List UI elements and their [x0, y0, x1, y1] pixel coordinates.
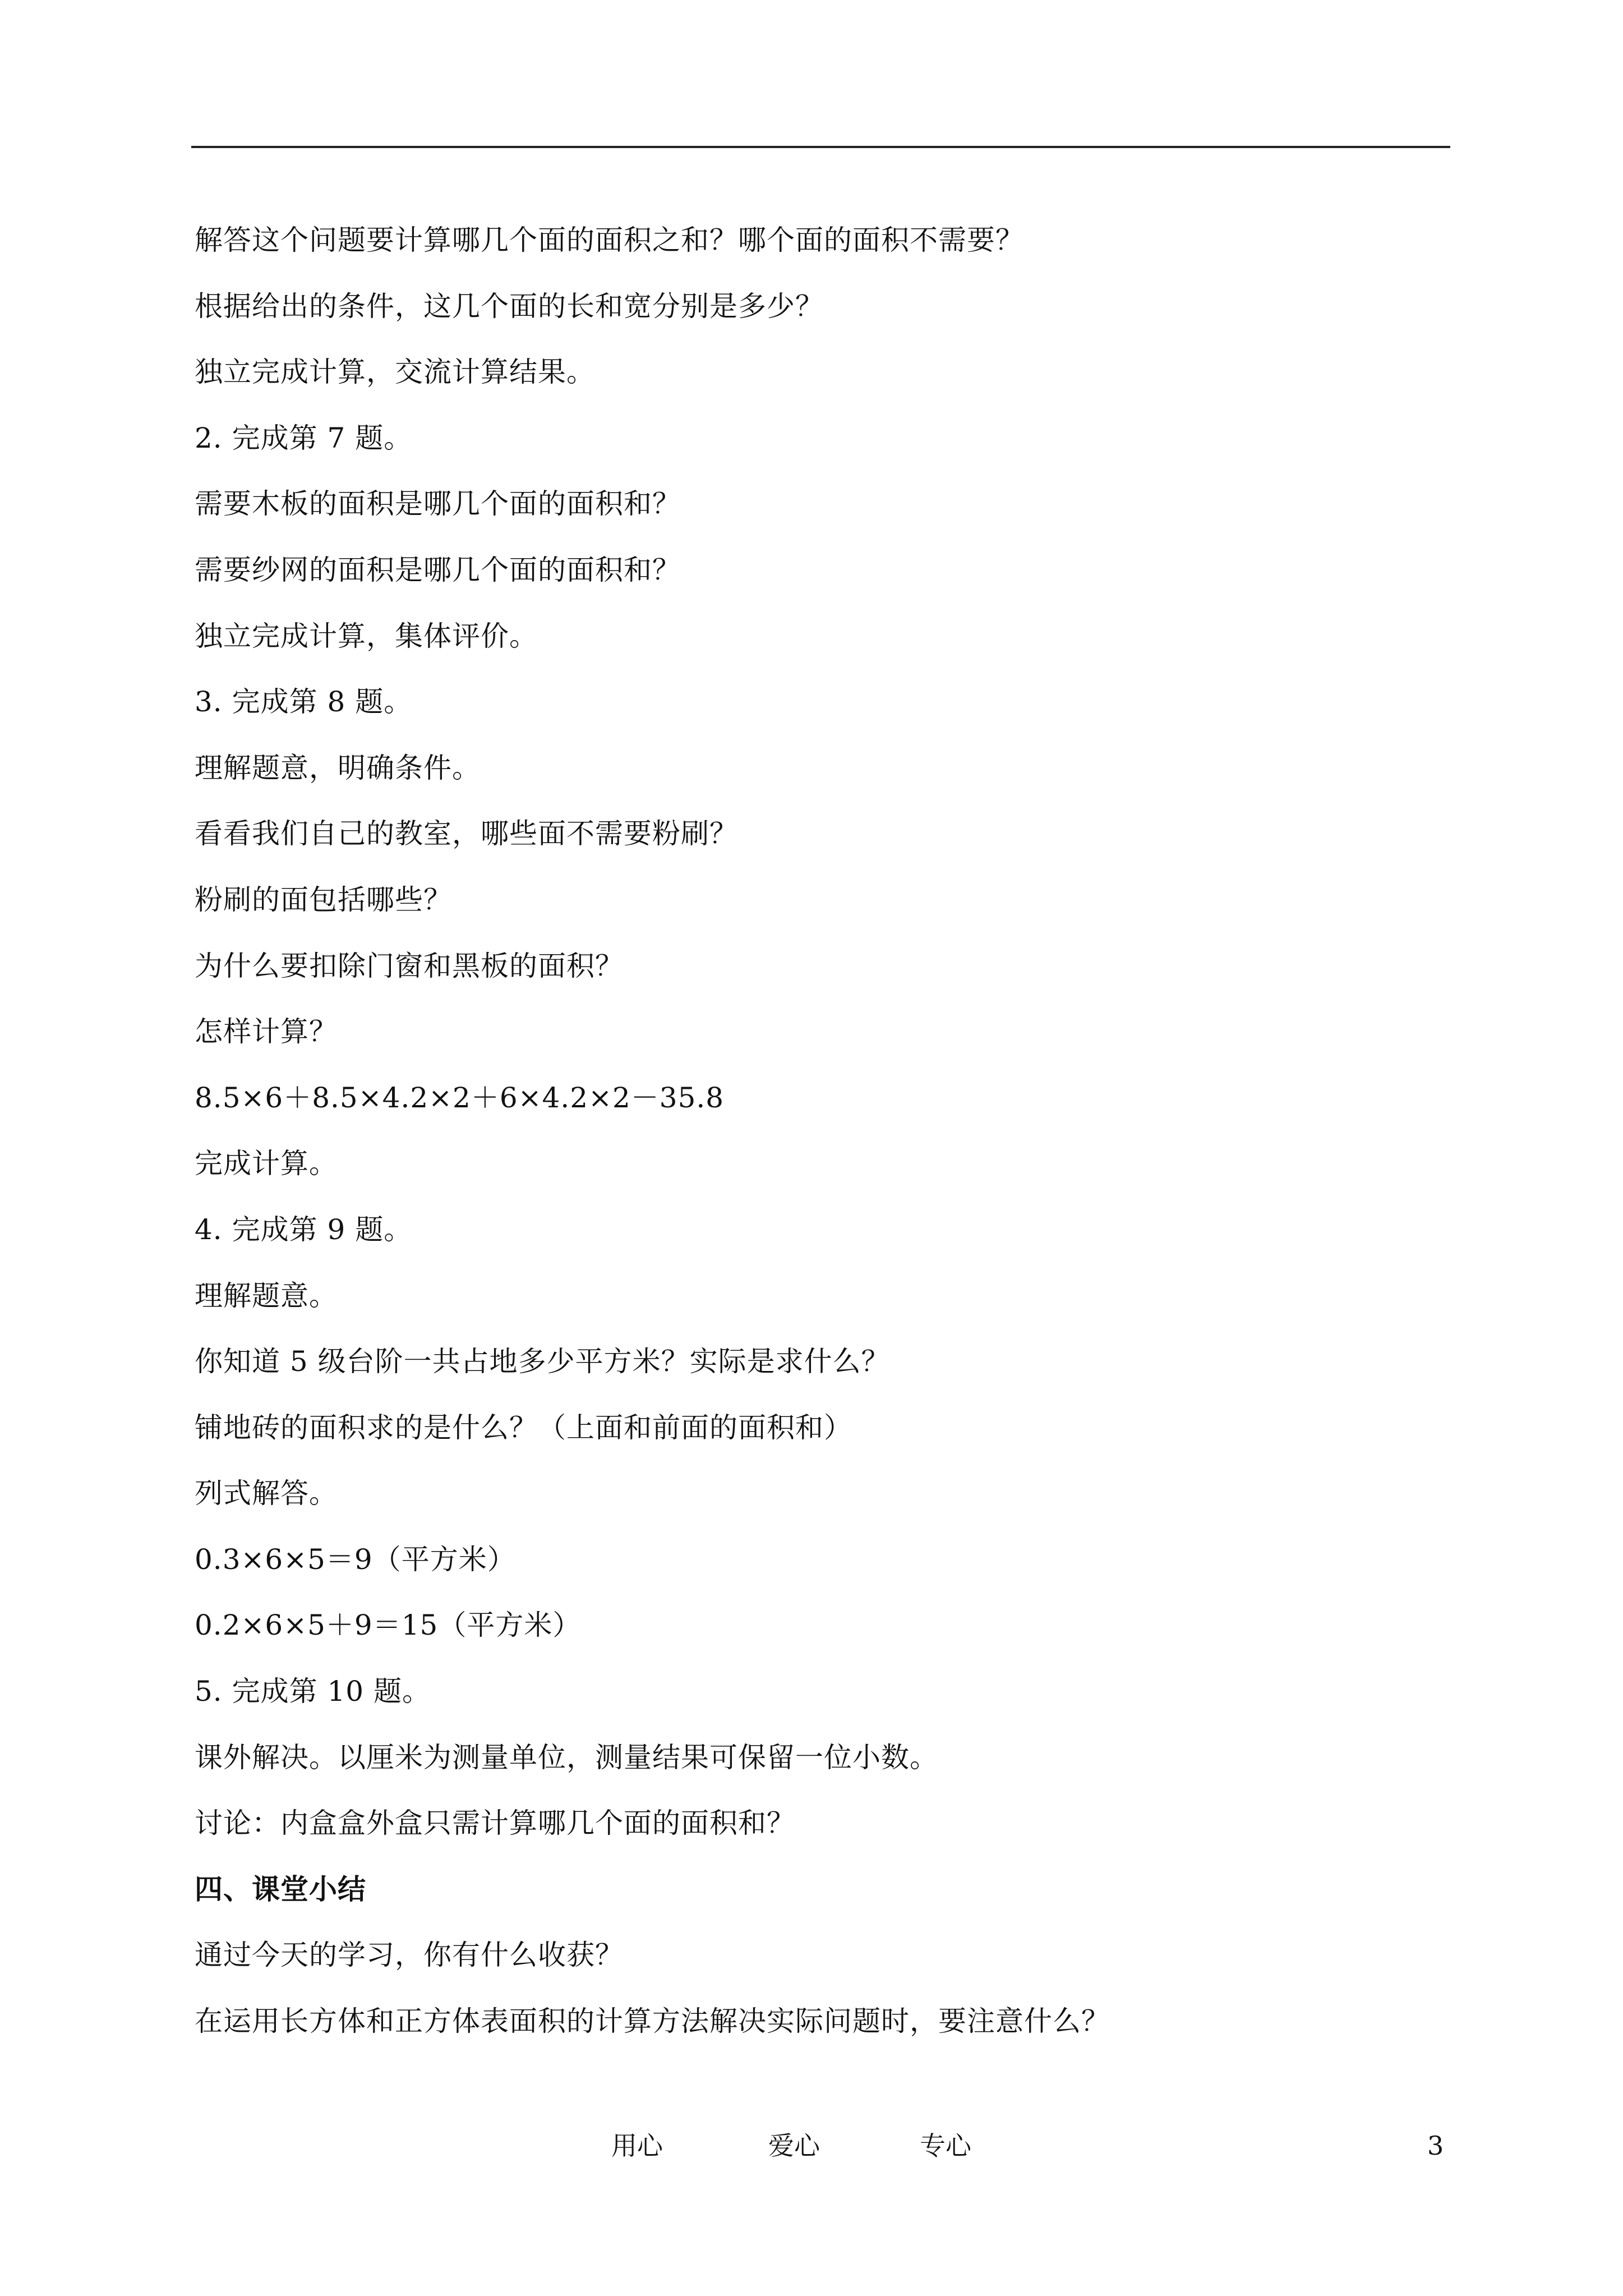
numbered-item: 2. 完成第 7 题。 [195, 421, 413, 454]
formula-line: 8.5×6＋8.5×4.2×2＋6×4.2×2－35.8 [195, 1081, 725, 1114]
numbered-item: 5. 完成第 10 题。 [195, 1675, 431, 1708]
paragraph-line: 根据给出的条件，这几个面的长和宽分别是多少？ [195, 289, 824, 323]
numbered-item: 4. 完成第 9 题。 [195, 1213, 413, 1246]
page-number: 3 [1427, 2131, 1444, 2161]
paragraph-line: 通过今天的学习，你有什么收获？ [195, 1939, 624, 1972]
paragraph-line: 在运用长方体和正方体表面积的计算方法解决实际问题时，要注意什么？ [195, 2005, 1110, 2038]
paragraph-line: 看看我们自己的教室，哪些面不需要粉刷？ [195, 817, 738, 850]
formula-line: 0.3×6×5＝9（平方米） [195, 1543, 516, 1576]
paragraph-line: 课外解决。以厘米为测量单位，测量结果可保留一位小数。 [195, 1741, 938, 1774]
section-heading: 四、课堂小结 [195, 1872, 366, 1906]
paragraph-line: 独立完成计算，集体评价。 [195, 619, 538, 652]
paragraph-line: 需要木板的面积是哪几个面的面积和？ [195, 487, 681, 521]
paragraph-line: 完成计算。 [195, 1147, 338, 1180]
paragraph-line: 怎样计算？ [195, 1015, 338, 1048]
footer-word: 爱心 [768, 2131, 820, 2161]
paragraph-line: 解答这个问题要计算哪几个面的面积之和？哪个面的面积不需要？ [195, 224, 1024, 256]
footer-word: 专心 [920, 2131, 971, 2161]
paragraph-line: 列式解答。 [195, 1477, 338, 1510]
paragraph-line: 理解题意，明确条件。 [195, 751, 481, 784]
paragraph-line: 铺地砖的面积求的是什么？（上面和前面的面积和） [195, 1411, 852, 1444]
paragraph-line: 你知道 5 级台阶一共占地多少平方米？实际是求什么？ [195, 1345, 890, 1378]
page-footer [0, 2129, 1623, 2162]
paragraph-line: 为什么要扣除门窗和黑板的面积？ [195, 949, 624, 982]
footer-word: 用心 [611, 2131, 663, 2161]
paragraph-line: 需要纱网的面积是哪几个面的面积和？ [195, 553, 681, 586]
formula-line: 0.2×6×5＋9＝15（平方米） [195, 1609, 582, 1642]
paragraph-line: 理解题意。 [195, 1279, 338, 1312]
numbered-item: 3. 完成第 8 题。 [195, 685, 413, 719]
paragraph-line: 粉刷的面包括哪些？ [195, 883, 452, 916]
paragraph-line: 独立完成计算，交流计算结果。 [195, 356, 595, 389]
paragraph-line: 讨论：内盒盒外盒只需计算哪几个面的面积和？ [195, 1807, 795, 1840]
header-rule [191, 146, 1450, 148]
document-body [195, 208, 1451, 2055]
